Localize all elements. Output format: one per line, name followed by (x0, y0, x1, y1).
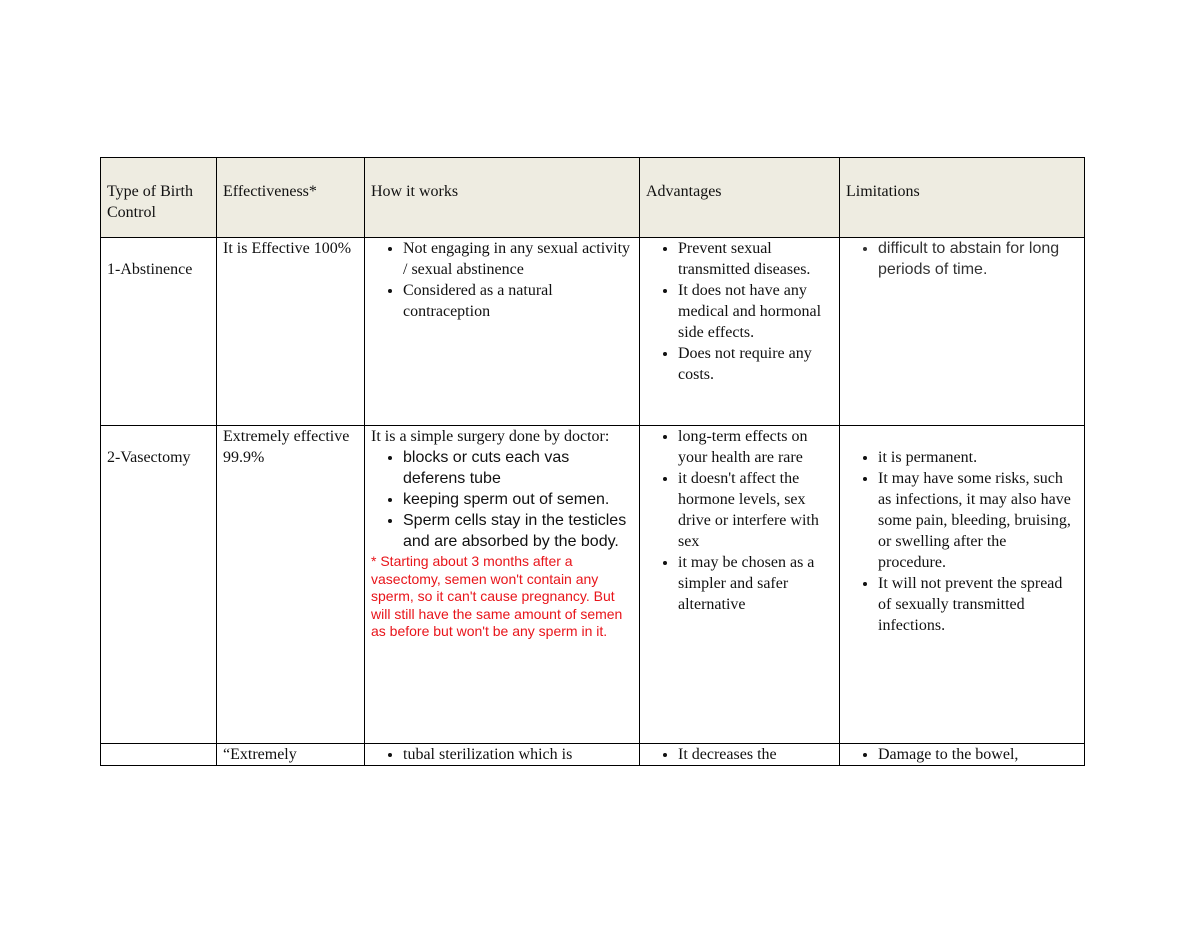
list-item: • long-term effects on your health are rare (678, 426, 833, 468)
list-item: • keeping sperm out of semen. (403, 489, 633, 510)
list-item: • Sperm cells stay in the testicles and are absorbed by the body. (403, 510, 633, 552)
list-item: • Damage to the bowel, (878, 744, 1078, 765)
cell-how-it-works (365, 426, 640, 744)
list-item: • Does not require any costs. (678, 343, 833, 385)
list-item: • It decreases the (678, 744, 833, 765)
cell-advantages (640, 426, 840, 744)
how-intro: It is a simple surgery done by doctor: (371, 428, 610, 445)
list-item: • It may have some risks, such as infections, it may also have some pain, bleeding, bruising, or swelling after the procedure. (878, 468, 1078, 573)
vasectomy-note: * Starting about 3 months after a vasectomy, semen won't contain any sperm, so it can't cause pregnancy. But will still have the same amount of semen as before but won't be any sperm in it. (371, 553, 623, 640)
cell-how-it-works (365, 238, 640, 426)
table-row (101, 744, 1085, 766)
cell-type (101, 744, 217, 766)
header-limitations: Limitations (840, 158, 1085, 238)
list-item: • It will not prevent the spread of sexually transmitted infections. (878, 573, 1078, 636)
list-item: • blocks or cuts each vas deferens tube (403, 447, 633, 489)
birth-control-table (100, 157, 1085, 766)
list-item: • it is permanent. (878, 447, 1078, 468)
list-item: • Not engaging in any sexual activity / sexual abstinence (403, 238, 633, 280)
header-effectiveness: Effectiveness* (217, 158, 365, 238)
list-item: • it may be chosen as a simpler and safer alternative (678, 552, 833, 615)
table-row (101, 238, 1085, 426)
cell-advantages (640, 238, 840, 426)
list-item: • tubal sterilization which is (403, 744, 633, 765)
header-type: Type of Birth Control (101, 158, 217, 238)
list-item: • It does not have any medical and hormonal side effects. (678, 280, 833, 343)
cell-type: 1-Abstinence (101, 238, 217, 426)
cell-limitations (840, 426, 1085, 744)
header-advantages: Advantages (640, 158, 840, 238)
cell-effectiveness: “Extremely (217, 744, 365, 766)
list-item: • Considered as a natural contraception (403, 280, 633, 322)
cell-limitations (840, 744, 1085, 766)
list-item: • it doesn't affect the hormone levels, sex drive or interfere with sex (678, 468, 833, 552)
cell-how-it-works (365, 744, 640, 766)
cell-effectiveness: It is Effective 100% (217, 238, 365, 426)
cell-effectiveness: Extremely effective 99.9% (217, 426, 365, 744)
list-item: • Prevent sexual transmitted diseases. (678, 238, 833, 280)
table-header-row (101, 158, 1085, 238)
cell-type: 2-Vasectomy (101, 426, 217, 744)
cell-advantages (640, 744, 840, 766)
cell-limitations (840, 238, 1085, 426)
table-row (101, 426, 1085, 744)
list-item: • difficult to abstain for long periods of time. (878, 238, 1078, 280)
header-how-it-works: How it works (365, 158, 640, 238)
